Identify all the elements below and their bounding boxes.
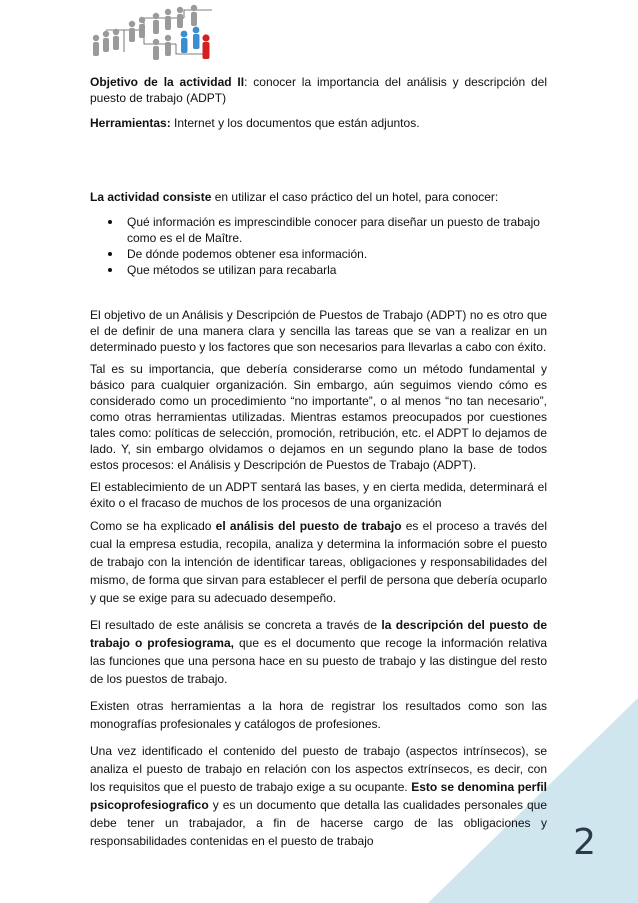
activity-bullet-list: [90, 214, 547, 278]
tools-label: Herramientas:: [90, 116, 171, 130]
body-paragraph-3: El establecimiento de un ADPT sentará las bases, y en cierta medida, determinará el éxito o el fracaso de muchos de los procesos de una organización: [90, 480, 547, 510]
body-paragraph-7: Una vez identificado el contenido del puesto de trabajo (aspectos intrínsecos), se analiza el puesto de trabajo en relación con los aspectos extrínsecos, es decir, con los requisitos que el puesto de trabajo exige a su ocupante. Esto se denomina perfil psicoprofesiografico y es un documento que detalla las cualidades personales que debe tener un trabajador, a fin de hacerse cargo de las obligaciones y responsabilidades contenidas en el puesto de trabajo: [90, 744, 547, 848]
activity-text: en utilizar el caso práctico del un hotel, para conocer:: [211, 190, 499, 204]
bullet-icon: [108, 220, 112, 224]
highlight-profesiograma: la descripción del puesto de trabajo o profesiograma,: [90, 618, 548, 650]
list-item: Qué información es imprescindible conocer para diseñar un puesto de trabajo como es el de Maître.: [90, 214, 547, 246]
list-item: De dónde podemos obtener esa información.: [90, 246, 547, 262]
document-body: [90, 74, 547, 850]
bullet-icon: [108, 268, 112, 272]
bullet-icon: [108, 252, 112, 256]
objective-label: Objetivo de la actividad II: [90, 75, 245, 89]
highlight-analisis: el análisis del puesto de trabajo: [215, 519, 402, 533]
org-chart-people-illustration: [84, 2, 219, 70]
body-paragraph-5: El resultado de este análisis se concreta a través de la descripción del puesto de trabajo o profesiograma, que es el documento que recoge la información relativa las funciones que una persona hace en su puesto de trabajo y las distingue del resto de los puestos de trabajo.: [90, 618, 548, 686]
tools-paragraph: [90, 115, 547, 131]
body-paragraph-2: Tal es su importancia, que debería considerarse como un método fundamental y básico para cualquier organización. Sin embargo, aún seguimos viendo cómo es considerado como un procedimiento “no importante”, o al menos “no tan necesario”, como otras herramientas utilizadas. Mientras estamos preocupados por cuestiones tales como: políticas de selección, promoción, retribución, etc. el ADPT lo dejamos de lado. Y, sin embargo olvidamos o dejamos en un segundo plano la base de todos estos procesos: el Análisis y Descripción de Puestos de Trabajo (ADPT).: [90, 362, 547, 472]
objective-text: : conocer la importancia del análisis y descripción del puesto de trabajo (ADPT): [90, 75, 547, 105]
activity-label: La actividad consiste: [90, 190, 212, 204]
page-number: 2: [573, 822, 596, 863]
objective-paragraph: [90, 74, 547, 106]
list-item: Que métodos se utilizan para recabarla: [90, 262, 547, 278]
body-paragraph-1: El objetivo de un Análisis y Descripción de Puestos de Trabajo (ADPT) no es otro que el de definir de una manera clara y sencilla las tareas que se van a realizar en un determinado puesto y los factores que son necesarios para llevarlas a cabo con éxito.: [90, 308, 547, 354]
body-paragraph-6: Existen otras herramientas a la hora de registrar los resultados como son las monografías profesionales y catálogos de profesiones.: [90, 699, 547, 731]
highlight-perfil: Esto se denomina perfil psicoprofesiografico: [90, 780, 547, 812]
body-paragraph-4: Como se ha explicado el análisis del puesto de trabajo es el proceso a través del cual la empresa estudia, recopila, analiza y determina la información sobre el puesto de trabajo con la intención de identificar tareas, obligaciones y responsabilidades del mismo, de forma que sirvan para establecer el perfil de persona que debería ocuparlo y que se exige para su adecuado desempeño.: [90, 519, 547, 605]
activity-paragraph: [90, 189, 547, 205]
tools-text: Internet y los documentos que están adjuntos.: [170, 116, 420, 130]
